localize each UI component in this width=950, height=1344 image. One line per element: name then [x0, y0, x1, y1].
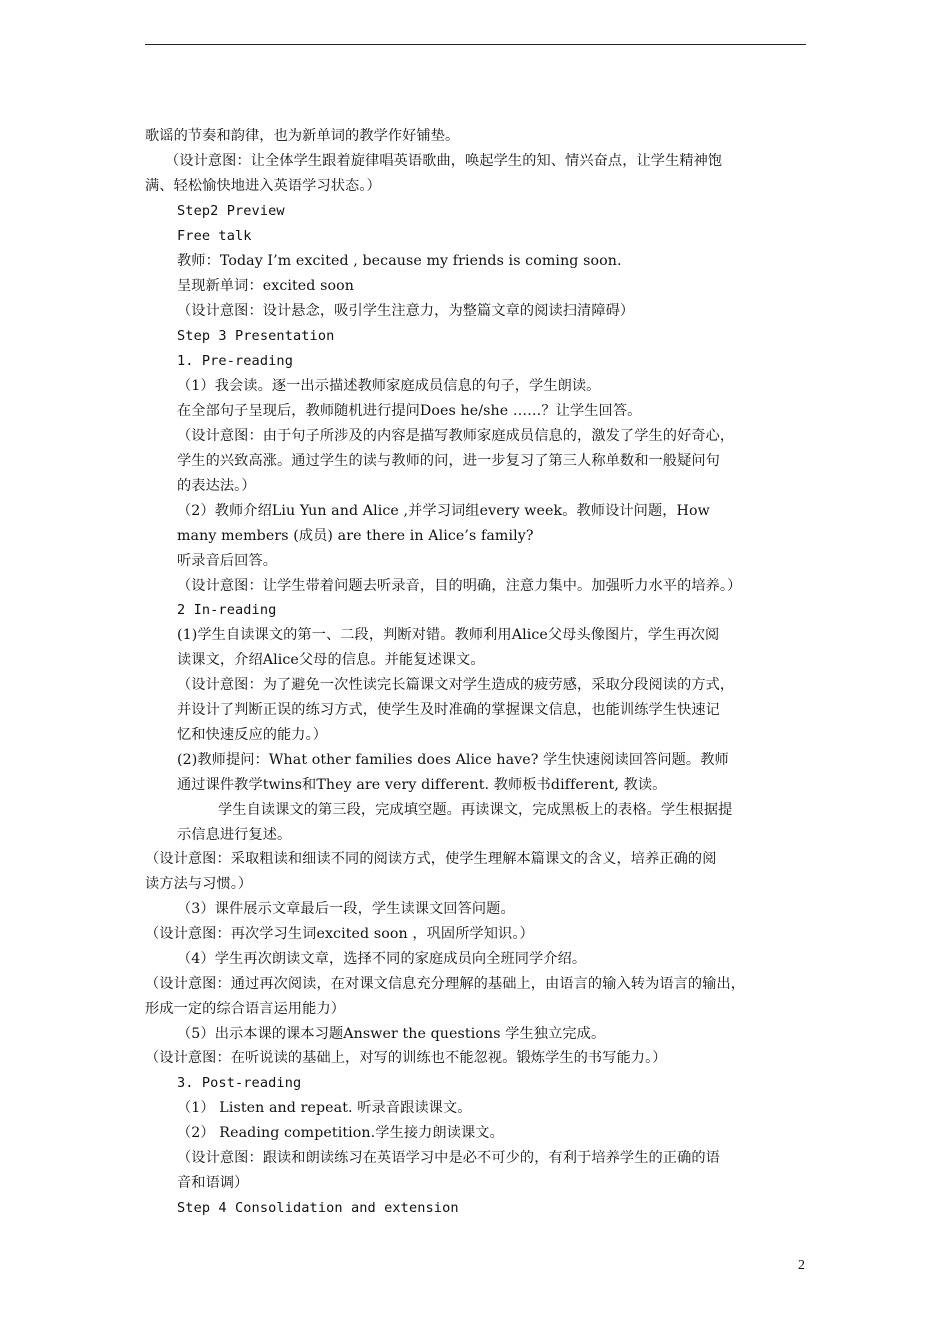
text-line: （1） Listen and repeat. 听录音跟读课文。	[177, 1100, 472, 1116]
text-line: Free talk	[177, 228, 252, 244]
header-rule	[145, 44, 806, 45]
text-line: 示信息进行复述。	[177, 827, 292, 843]
text-line: （设计意图：采取粗读和细读不同的阅读方式，使学生理解本篇课文的含义，培养正确的阅	[145, 851, 717, 867]
text-line: （设计意图：跟读和朗读练习在英语学习中是必不可少的，有利于培养学生的正确的语	[177, 1150, 720, 1166]
text-line: 通过课件教学twins和They are very different. 教师板书different, 教读。	[177, 777, 667, 793]
text-line: (1)学生自读课文的第一、二段，判断对错。教师利用Alice父母头像图片，学生再次阅	[177, 627, 720, 643]
text-line: 2 In-reading	[177, 602, 277, 618]
text-line: （设计意图：通过再次阅读，在对课文信息充分理解的基础上，由语言的输入转为语言的输出，	[145, 976, 746, 992]
text-line: （1）我会读。逐一出示描述教师家庭成员信息的句子，学生朗读。	[177, 378, 601, 394]
step-heading: Step 4 Consolidation and extension	[177, 1200, 459, 1216]
step-heading: Step2 Preview	[177, 203, 285, 219]
text-line: 听录音后回答。	[177, 553, 278, 569]
text-line: （设计意图：设计悬念，吸引学生注意力，为整篇文章的阅读扫清障碍）	[177, 303, 635, 319]
text-line: many members (成员) are there in Alice’s family?	[177, 528, 534, 544]
text-line: （5）出示本课的课本习题Answer the questions 学生独立完成。	[177, 1026, 606, 1042]
text-line: 歌谣的节奏和韵律，也为新单词的教学作好铺垫。	[145, 128, 460, 144]
text-line: （设计意图：由于句子所涉及的内容是描写教师家庭成员信息的，激发了学生的好奇心，	[177, 428, 735, 444]
text-line: 3. Post-reading	[177, 1075, 302, 1091]
text-line: （设计意图：在听说读的基础上，对写的训练也不能忽视。锻炼学生的书写能力。）	[145, 1050, 667, 1066]
text-line: 读课文，介绍Alice父母的信息。并能复述课文。	[177, 652, 485, 668]
text-line: 形成一定的综合语言运用能力）	[145, 1001, 346, 1017]
text-line: 并设计了判断正误的练习方式，使学生及时准确的掌握课文信息，也能训练学生快速记	[177, 702, 720, 718]
step-heading: Step 3 Presentation	[177, 328, 335, 344]
page-number: 2	[798, 1258, 805, 1273]
text-line: （设计意图：再次学习生词excited soon ，巩固所学知识。）	[145, 926, 534, 942]
text-line: （2）教师介绍Liu Yun and Alice ,并学习词组every week。教师设计问题，How	[177, 503, 710, 519]
text-line: 音和语调）	[177, 1175, 249, 1191]
text-line: 学生自读课文的第三段，完成填空题。再读课文，完成黑板上的表格。学生根据提	[218, 802, 733, 818]
text-line: 读方法与习惯。）	[145, 876, 253, 892]
text-line: （设计意图：让全体学生跟着旋律唱英语歌曲，唤起学生的知、情兴奋点，让学生精神饱	[165, 153, 723, 169]
text-line: 满、轻松愉快地进入英语学习状态。）	[145, 178, 381, 194]
text-line: （设计意图：让学生带着问题去听录音，目的明确，注意力集中。加强听力水平的培养。）	[177, 578, 742, 594]
text-line: 忆和快速反应的能力。）	[177, 727, 328, 743]
text-line: (2)教师提问：What other families does Alice have? 学生快速阅读回答问题。教师	[177, 752, 729, 768]
text-line: 在全部句子呈现后，教师随机进行提问Does he/she ……？让学生回答。	[177, 403, 642, 419]
text-line: 的表达法。）	[177, 478, 256, 494]
text-line: （2） Reading competition.学生接力朗读课文。	[177, 1125, 504, 1141]
text-line: 学生的兴致高涨。通过学生的读与教师的问，进一步复习了第三人称单数和一般疑问句	[177, 453, 720, 469]
text-line: （设计意图：为了避免一次性读完长篇课文对学生造成的疲劳感，采取分段阅读的方式，	[177, 677, 735, 693]
text-line: 呈现新单词：excited soon	[177, 278, 354, 294]
text-line: （4）学生再次朗读文章，选择不同的家庭成员向全班同学介绍。	[177, 951, 587, 967]
text-line: 教师：Today I’m excited , because my friends is coming soon.	[177, 253, 622, 269]
text-line: （3）课件展示文章最后一段，学生读课文回答问题。	[177, 901, 515, 917]
text-line: 1. Pre-reading	[177, 353, 293, 369]
